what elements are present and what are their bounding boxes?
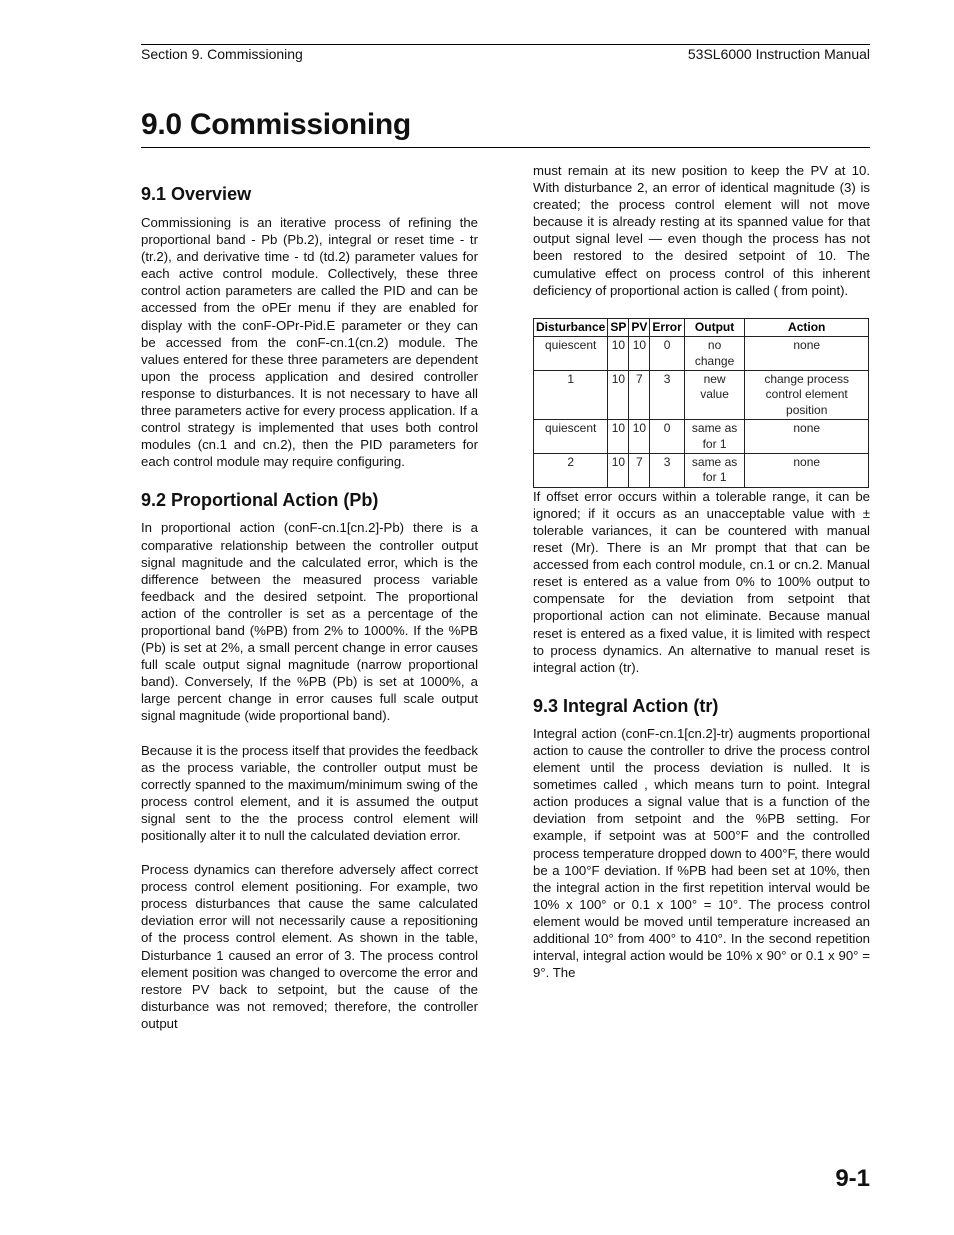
table-cell: 3: [650, 454, 684, 488]
header-section: Section 9. Commissioning: [141, 46, 303, 62]
table-cell: 0: [650, 337, 684, 371]
proportional-paragraph-4: must remain at its new position to keep the PV at 10. With disturbance 2, an error of identical magnitude (3) is created; the process control element will not move because it is already resting at its spanned value for that output signal level — even though the process has not been restored to the desired setpoint of 10. The cumulative effect on process control of this inherent deficiency of proportional action is called ( from point).: [533, 163, 870, 298]
table-cell: new value: [684, 370, 745, 419]
table-cell: 1: [534, 370, 608, 419]
table-header-row: [534, 318, 869, 336]
table-cell: 0: [650, 420, 684, 454]
page-number: 9-1: [835, 1165, 870, 1192]
table-row: [534, 370, 869, 419]
disturbance-table: [533, 318, 869, 488]
heading-proportional-action: 9.2 Proportional Action (Pb): [141, 490, 379, 511]
table-cell: same as for 1: [684, 454, 745, 488]
table-cell: no change: [684, 337, 745, 371]
table-cell: 10: [629, 337, 650, 371]
heading-overview: 9.1 Overview: [141, 184, 252, 204]
proportional-paragraph-1: In proportional action (conF-cn.1[cn.2]-Pb) there is a comparative relationship between the controller output signal magnitude and the calculated error, which is the difference between the measured process variable feedback and the desired setpoint. The proportional action of the controller is set as a percentage of the proportional band (%PB) from 2% to 1000%. If the %PB (Pb) is set at 2%, a small percent change in error causes full scale output signal magnitude (narrow proportional band). Conversely, If the %PB (Pb) is set at 1000%, a large percent change in error causes full scale output signal magnitude (wide proportional band).: [141, 520, 478, 724]
column-header: Action: [745, 318, 869, 336]
table-cell: 7: [629, 370, 650, 419]
column-header: Output: [684, 318, 745, 336]
table-cell: change process control element position: [745, 370, 869, 419]
table-cell: 10: [608, 454, 629, 488]
heading-integral-action: 9.3 Integral Action (tr): [533, 695, 719, 716]
table-cell: 3: [650, 370, 684, 419]
table-cell: none: [745, 454, 869, 488]
proportional-paragraph-3: Process dynamics can therefore adversely affect correct process control element positioning. For example, two process disturbances that cause the same calculated deviation error will not necessarily cause a repositioning of the process control element. As shown in the table, Disturbance 1 caused an error of 3. The process control element position was changed to overcome the error and restore PV back to setpoint, but the cause of the disturbance was not removed; therefore, the controller output: [141, 862, 478, 1031]
page-title: 9.0 Commissioning: [141, 108, 870, 148]
table-cell: 10: [608, 337, 629, 371]
table-cell: quiescent: [534, 420, 608, 454]
proportional-paragraph-2: Because it is the process itself that provides the feedback as the process variable, the controller output must be correctly spanned to the maximum/minimum swing of the process control element, and it is assumed the output signal sent to the the process control element will positionally alter it to null the calculated deviation error.: [141, 742, 478, 843]
table-cell: 10: [629, 420, 650, 454]
overview-paragraph: Commissioning is an iterative process of refining the proportional band - Pb (Pb.2), integral or reset time - tr (tr.2), and derivative time - td (td.2) parameter values for each active control module. Collectively, these three control action parameters are called the PID and can be accessed from the oPEr menu if they are enabled for display with the conF-OPr-Pid.E parameter or they can be accessed from the conF-cn.1(cn.2) module. The values entered for these three parameters are dependent upon the process application and desired controller response to disturbances. It is not necessary to have all three parameters active for every process application. If a control strategy is implemented that uses both control modules (cn.1 and cn.2), then the PID parameters for each control module may require configuring.: [141, 215, 478, 470]
column-header: Disturbance: [534, 318, 608, 336]
table-cell: none: [745, 337, 869, 371]
table-cell: 2: [534, 454, 608, 488]
table-row: [534, 337, 869, 371]
proportional-paragraph-5: If offset error occurs within a tolerable range, it can be ignored; if it occurs as an unacceptable value with ± tolerable variances, it can be countered with manual reset (Mr). There is an Mr prompt that that can be accessed from each control module, cn.1 or cn.2. Manual reset is entered as a value from 0% to 100% output to compensate for the deviation from setpoint that proportional action can not eliminate. Because manual reset is entered as a fixed value, it is limited with respect to process dynamics. An alternative to manual reset is integral action (tr).: [533, 488, 870, 675]
left-column: [141, 183, 478, 1032]
column-header: Error: [650, 318, 684, 336]
table-cell: quiescent: [534, 337, 608, 371]
column-header: PV: [629, 318, 650, 336]
column-header: SP: [608, 318, 629, 336]
header-manual-title: 53SL6000 Instruction Manual: [687, 46, 870, 62]
table-cell: 10: [608, 420, 629, 454]
table-row: [534, 420, 869, 454]
right-column: [533, 162, 870, 981]
table-cell: same as for 1: [684, 420, 745, 454]
integral-paragraph: Integral action (conF-cn.1[cn.2]-tr) augments proportional action to cause the controller to drive the process control element until the process deviation is nulled. It is sometimes called , which means turn to point. Integral action produces a signal value that is a function of the deviation from setpoint and the %PB setting. For example, if setpoint was at 500°F and the controlled process temperature dropped down to 400°F, there would be a 100°F deviation. If %PB had been set at 10%, then the integral action in the first repetition interval would be 10% x 100° or 0.1 x 100° = 10°. The process control element would be moved until temperature increased an additional 10° from 400° to 410°. In the second repetition interval, integral action would be 10% x 90° or 0.1 x 90° = 9°. The: [533, 725, 870, 981]
table-cell: 7: [629, 454, 650, 488]
table-cell: none: [745, 420, 869, 454]
table-cell: 10: [608, 370, 629, 419]
page-header: [141, 44, 870, 62]
table-row: [534, 454, 869, 488]
